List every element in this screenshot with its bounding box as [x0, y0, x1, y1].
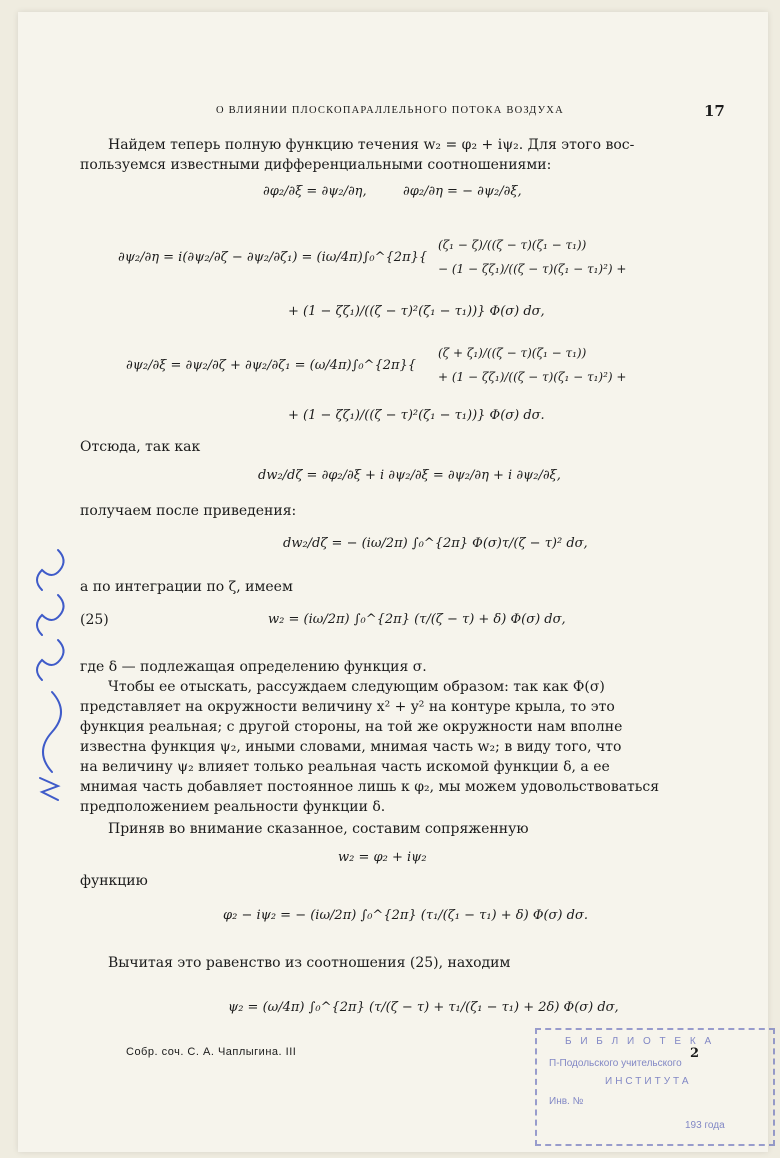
equation-2-term1: (ζ + ζ₁)/((ζ − τ)(ζ₁ − τ₁)) — [438, 346, 587, 360]
stamp-line: П-Подольского учительского — [549, 1058, 682, 1069]
paragraph-line: функцию — [80, 873, 148, 889]
paragraph-line: известна функция ψ₂, иными словами, мнимая часть w₂; в виду того, что — [80, 739, 622, 755]
stamp-line: 193 года — [685, 1120, 725, 1131]
equation-2-term2: + (1 − ζζ₁)/((ζ − τ)(ζ₁ − τ₁)²) + — [438, 370, 627, 384]
equation-6: φ₂ − iψ₂ = − (iω/2π) ∫₀^{2π} (τ₁/(ζ₁ − τ₁) + δ) Φ(σ) dσ. — [223, 908, 588, 923]
stamp-line: Б И Б Л И О Т Е К А — [565, 1036, 715, 1047]
equation-1-term1: (ζ₁ − ζ)/((ζ − τ)(ζ₁ − τ₁)) — [438, 238, 587, 252]
paragraph-line: представляет на окружности величину x² + y² на контуре крыла, то это — [80, 699, 615, 715]
paragraph-line: Чтобы ее отыскать, рассуждаем следующим образом: так как Φ(σ) — [108, 679, 605, 695]
library-stamp — [535, 1028, 775, 1146]
running-header: О ВЛИЯНИИ ПЛОСКОПАРАЛЛЕЛЬНОГО ПОТОКА ВОЗДУХА — [216, 105, 564, 116]
handwritten-inventory-note — [8, 480, 78, 810]
paragraph-line: Найдем теперь полную функцию течения w₂ = φ₂ + iψ₂. Для этого вос- — [108, 137, 635, 153]
equation-1-continuation: + (1 − ζζ₁)/((ζ − τ)²(ζ₁ − τ₁))} Φ(σ) dσ, — [288, 304, 545, 319]
equation-1-term2: − (1 − ζζ₁)/((ζ − τ)(ζ₁ − τ₁)²) + — [438, 262, 627, 276]
document-page — [18, 12, 768, 1152]
paragraph-line: на величину ψ₂ влияет только реальная часть искомой функции δ, а ее — [80, 759, 610, 775]
equation-number: (25) — [80, 612, 109, 628]
paragraph-line: получаем после приведения: — [80, 503, 297, 519]
equation-1-lhs: ∂ψ₂/∂η = i(∂ψ₂/∂ζ − ∂ψ₂/∂ζ₁) = (iω/4π)∫₀^{2π}{ — [118, 250, 428, 265]
equation-cr2: ∂φ₂/∂η = − ∂ψ₂/∂ξ, — [403, 184, 522, 199]
signature-mark: 2 — [690, 1046, 700, 1061]
equation-2-lhs: ∂ψ₂/∂ξ = ∂ψ₂/∂ζ + ∂ψ₂/∂ζ₁ = (ω/4π)∫₀^{2π}{ — [126, 358, 417, 373]
paragraph-line: Приняв во внимание сказанное, составим сопряженную — [108, 821, 529, 837]
paragraph-line: Вычитая это равенство из соотношения (25), находим — [108, 955, 511, 971]
paragraph-line: мнимая часть добавляет постоянное лишь к φ₂, мы можем удовольствоваться — [80, 779, 660, 795]
paragraph-line: пользуемся известными дифференциальными соотношениями: — [80, 157, 552, 173]
paragraph-line: где δ — подлежащая определению функция σ. — [80, 659, 427, 675]
paragraph-line: а по интеграции по ζ, имеем — [80, 579, 293, 595]
equation-4: dw₂/dζ = − (iω/2π) ∫₀^{2π} Φ(σ)τ/(ζ − τ)² dσ, — [283, 536, 588, 551]
paragraph-line: предположением реальности функции δ. — [80, 799, 386, 815]
equation-5: w₂ = φ₂ + iψ₂ — [338, 850, 427, 865]
equation-cr1: ∂φ₂/∂ξ = ∂ψ₂/∂η, — [263, 184, 367, 199]
equation-2-continuation: + (1 − ζζ₁)/((ζ − τ)²(ζ₁ − τ₁))} Φ(σ) dσ. — [288, 408, 545, 423]
stamp-line: Инв. № — [549, 1096, 584, 1107]
footer-signature: Собр. соч. С. А. Чаплыгина. III — [126, 1046, 297, 1058]
equation-7: ψ₂ = (ω/4π) ∫₀^{2π} (τ/(ζ − τ) + τ₁/(ζ₁ − τ₁) + 2δ) Φ(σ) dσ, — [228, 1000, 619, 1015]
equation-25: w₂ = (iω/2π) ∫₀^{2π} (τ/(ζ − τ) + δ) Φ(σ) dσ, — [268, 612, 566, 627]
equation-3: dw₂/dζ = ∂φ₂/∂ξ + i ∂ψ₂/∂ξ = ∂ψ₂/∂η + i ∂ψ₂/∂ξ, — [258, 468, 561, 483]
stamp-line: ИНСТИТУТА — [605, 1076, 692, 1087]
paragraph-line: функция реальная; с другой стороны, на той же окружности нам вполне — [80, 719, 623, 735]
paragraph-line: Отсюда, так как — [80, 439, 201, 455]
page-number: 17 — [704, 102, 725, 120]
